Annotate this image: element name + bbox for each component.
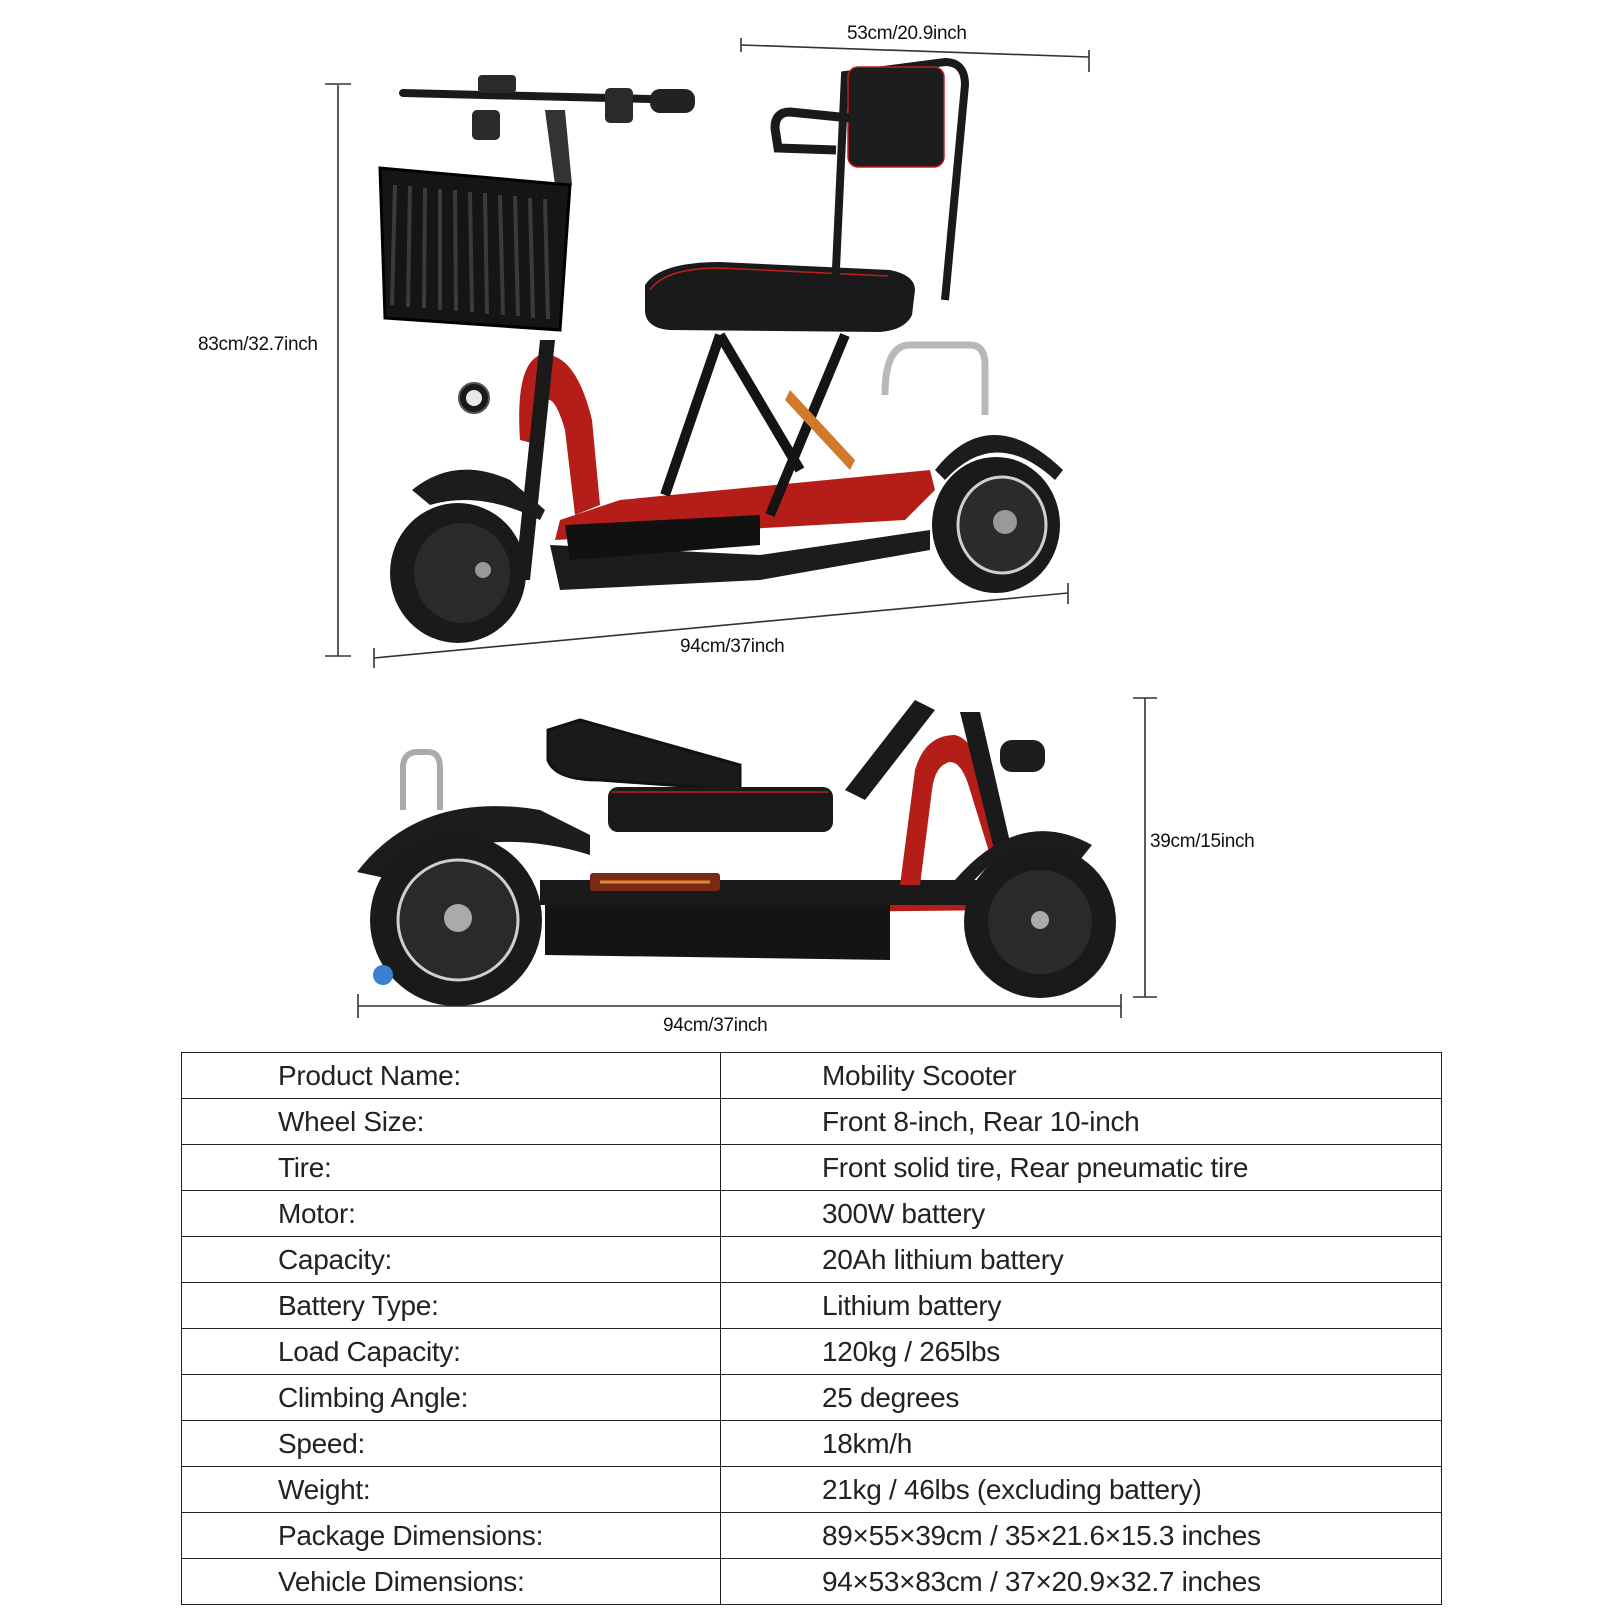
scooter-folded (357, 700, 1116, 1006)
spec-value: 300W battery (721, 1191, 1442, 1237)
spec-table (181, 1052, 1442, 1605)
spec-label: Vehicle Dimensions: (182, 1559, 721, 1605)
spec-label: Capacity: (182, 1237, 721, 1283)
spec-label: Climbing Angle: (182, 1375, 721, 1421)
spec-label: Load Capacity: (182, 1329, 721, 1375)
spec-row (182, 1099, 1442, 1145)
spec-row (182, 1375, 1442, 1421)
spec-label: Product Name: (182, 1053, 721, 1099)
scooter-unfolded (380, 62, 1063, 643)
spec-value: 18km/h (721, 1421, 1442, 1467)
spec-label: Speed: (182, 1421, 721, 1467)
spec-value: Lithium battery (721, 1283, 1442, 1329)
spec-label: Motor: (182, 1191, 721, 1237)
spec-value: 21kg / 46lbs (excluding battery) (721, 1467, 1442, 1513)
spec-value: Front 8-inch, Rear 10-inch (721, 1099, 1442, 1145)
dimension-length-label: 94cm/37inch (680, 636, 785, 657)
spec-value: 120kg / 265lbs (721, 1329, 1442, 1375)
spec-row (182, 1053, 1442, 1099)
spec-label: Tire: (182, 1145, 721, 1191)
spec-row (182, 1329, 1442, 1375)
spec-value: 94×53×83cm / 37×20.9×32.7 inches (721, 1559, 1442, 1605)
folded-length-label: 94cm/37inch (663, 1015, 768, 1036)
dimension-width-label: 53cm/20.9inch (847, 23, 967, 44)
dimension-height-label: 83cm/32.7inch (198, 334, 318, 355)
spec-row (182, 1559, 1442, 1605)
spec-row (182, 1513, 1442, 1559)
spec-label: Weight: (182, 1467, 721, 1513)
spec-row (182, 1467, 1442, 1513)
spec-value: Front solid tire, Rear pneumatic tire (721, 1145, 1442, 1191)
folded-height-label: 39cm/15inch (1150, 831, 1255, 852)
basket (380, 168, 570, 330)
spec-value: 25 degrees (721, 1375, 1442, 1421)
spec-row (182, 1421, 1442, 1467)
spec-row (182, 1283, 1442, 1329)
spec-value: 89×55×39cm / 35×21.6×15.3 inches (721, 1513, 1442, 1559)
spec-value: 20Ah lithium battery (721, 1237, 1442, 1283)
spec-value: Mobility Scooter (721, 1053, 1442, 1099)
spec-row (182, 1145, 1442, 1191)
rear-wheel (932, 435, 1063, 593)
spec-label: Package Dimensions: (182, 1513, 721, 1559)
spec-row (182, 1191, 1442, 1237)
spec-label: Battery Type: (182, 1283, 721, 1329)
spec-row (182, 1237, 1442, 1283)
backrest (775, 62, 965, 300)
spec-label: Wheel Size: (182, 1099, 721, 1145)
